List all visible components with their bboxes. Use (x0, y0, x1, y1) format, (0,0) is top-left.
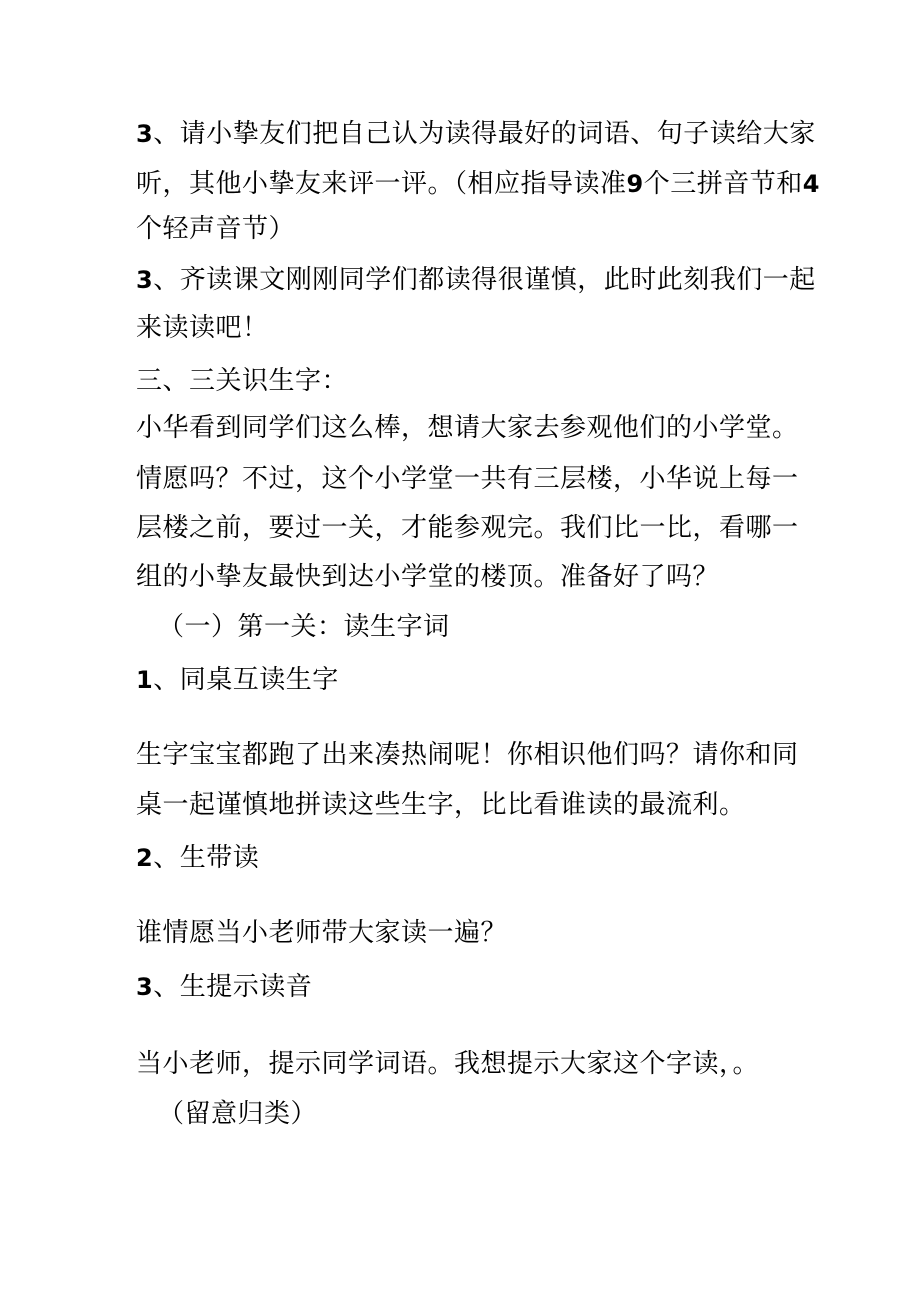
inline-number: 4 (802, 170, 820, 198)
list-number: 2 (136, 844, 154, 872)
paragraph-line (136, 464, 816, 494)
line-text: 、齐读课文刚刚同学们都读得很谨慎，此时此刻我们一起 (153, 265, 816, 295)
paragraph-line (136, 790, 816, 820)
line-text: 个三拼音节和 (643, 169, 803, 199)
line-text: 、同桌互读生字 (153, 665, 339, 695)
line-text: 谁情愿当小老师带大家读一遍？ (136, 918, 508, 948)
list-item (136, 665, 816, 695)
list-item (136, 972, 816, 1002)
line-text: 小华看到同学们这么棒，想请大家去参观他们的小学堂。 (136, 413, 799, 443)
line-text: 生字宝宝都跑了出来凑热闹呢！你相识他们吗？请你和同 (136, 740, 799, 770)
list-number: 3 (136, 266, 154, 294)
paragraph-line (136, 918, 816, 948)
line-text: 组的小挚友最快到达小学堂的楼顶。准备好了吗？ (136, 562, 720, 592)
line-text: （一）第一关：读生字词 (158, 612, 450, 642)
paragraph-line (158, 1099, 838, 1129)
paragraph-line (136, 214, 816, 244)
line-text: 、生带读 (153, 843, 260, 873)
line-text: 、生提示读音 (153, 972, 313, 1002)
list-number: 3 (136, 973, 154, 1001)
subsection-heading (158, 612, 838, 642)
paragraph-line (136, 513, 816, 543)
list-item (136, 843, 816, 873)
line-text: 听，其他小挚友来评一评。（相应指导读准 (136, 169, 627, 199)
paragraph-line (136, 119, 816, 149)
line-text: 桌一起谨慎地拼读这些生字，比比看谁读的最流利。 (136, 790, 746, 820)
list-number: 1 (136, 666, 154, 694)
line-text: 三、三关识生字： (136, 366, 349, 396)
line-text: 当小老师，提示同学词语。我想提示大家这个字读，。 (136, 1049, 760, 1079)
line-text: 层楼之前，要过一关，才能参观完。我们比一比，看哪一 (136, 513, 799, 543)
paragraph-line (136, 265, 816, 295)
inline-number: 9 (626, 170, 644, 198)
line-text: 来读读吧！ (136, 313, 269, 343)
paragraph-line (136, 562, 816, 592)
paragraph-line (136, 169, 820, 199)
line-text: （留意归类） (158, 1099, 318, 1129)
list-number: 3 (136, 120, 154, 148)
paragraph-line (136, 313, 816, 343)
section-heading (136, 366, 816, 396)
line-text: 、请小挚友们把自己认为读得最好的词语、句子读给大家 (153, 119, 816, 149)
line-text: 个轻声音节） (136, 214, 296, 244)
paragraph-line (136, 1049, 816, 1079)
line-text: 情愿吗？不过，这个小学堂一共有三层楼，小华说上每一 (136, 464, 799, 494)
paragraph-line (136, 740, 816, 770)
paragraph-line (136, 413, 816, 443)
